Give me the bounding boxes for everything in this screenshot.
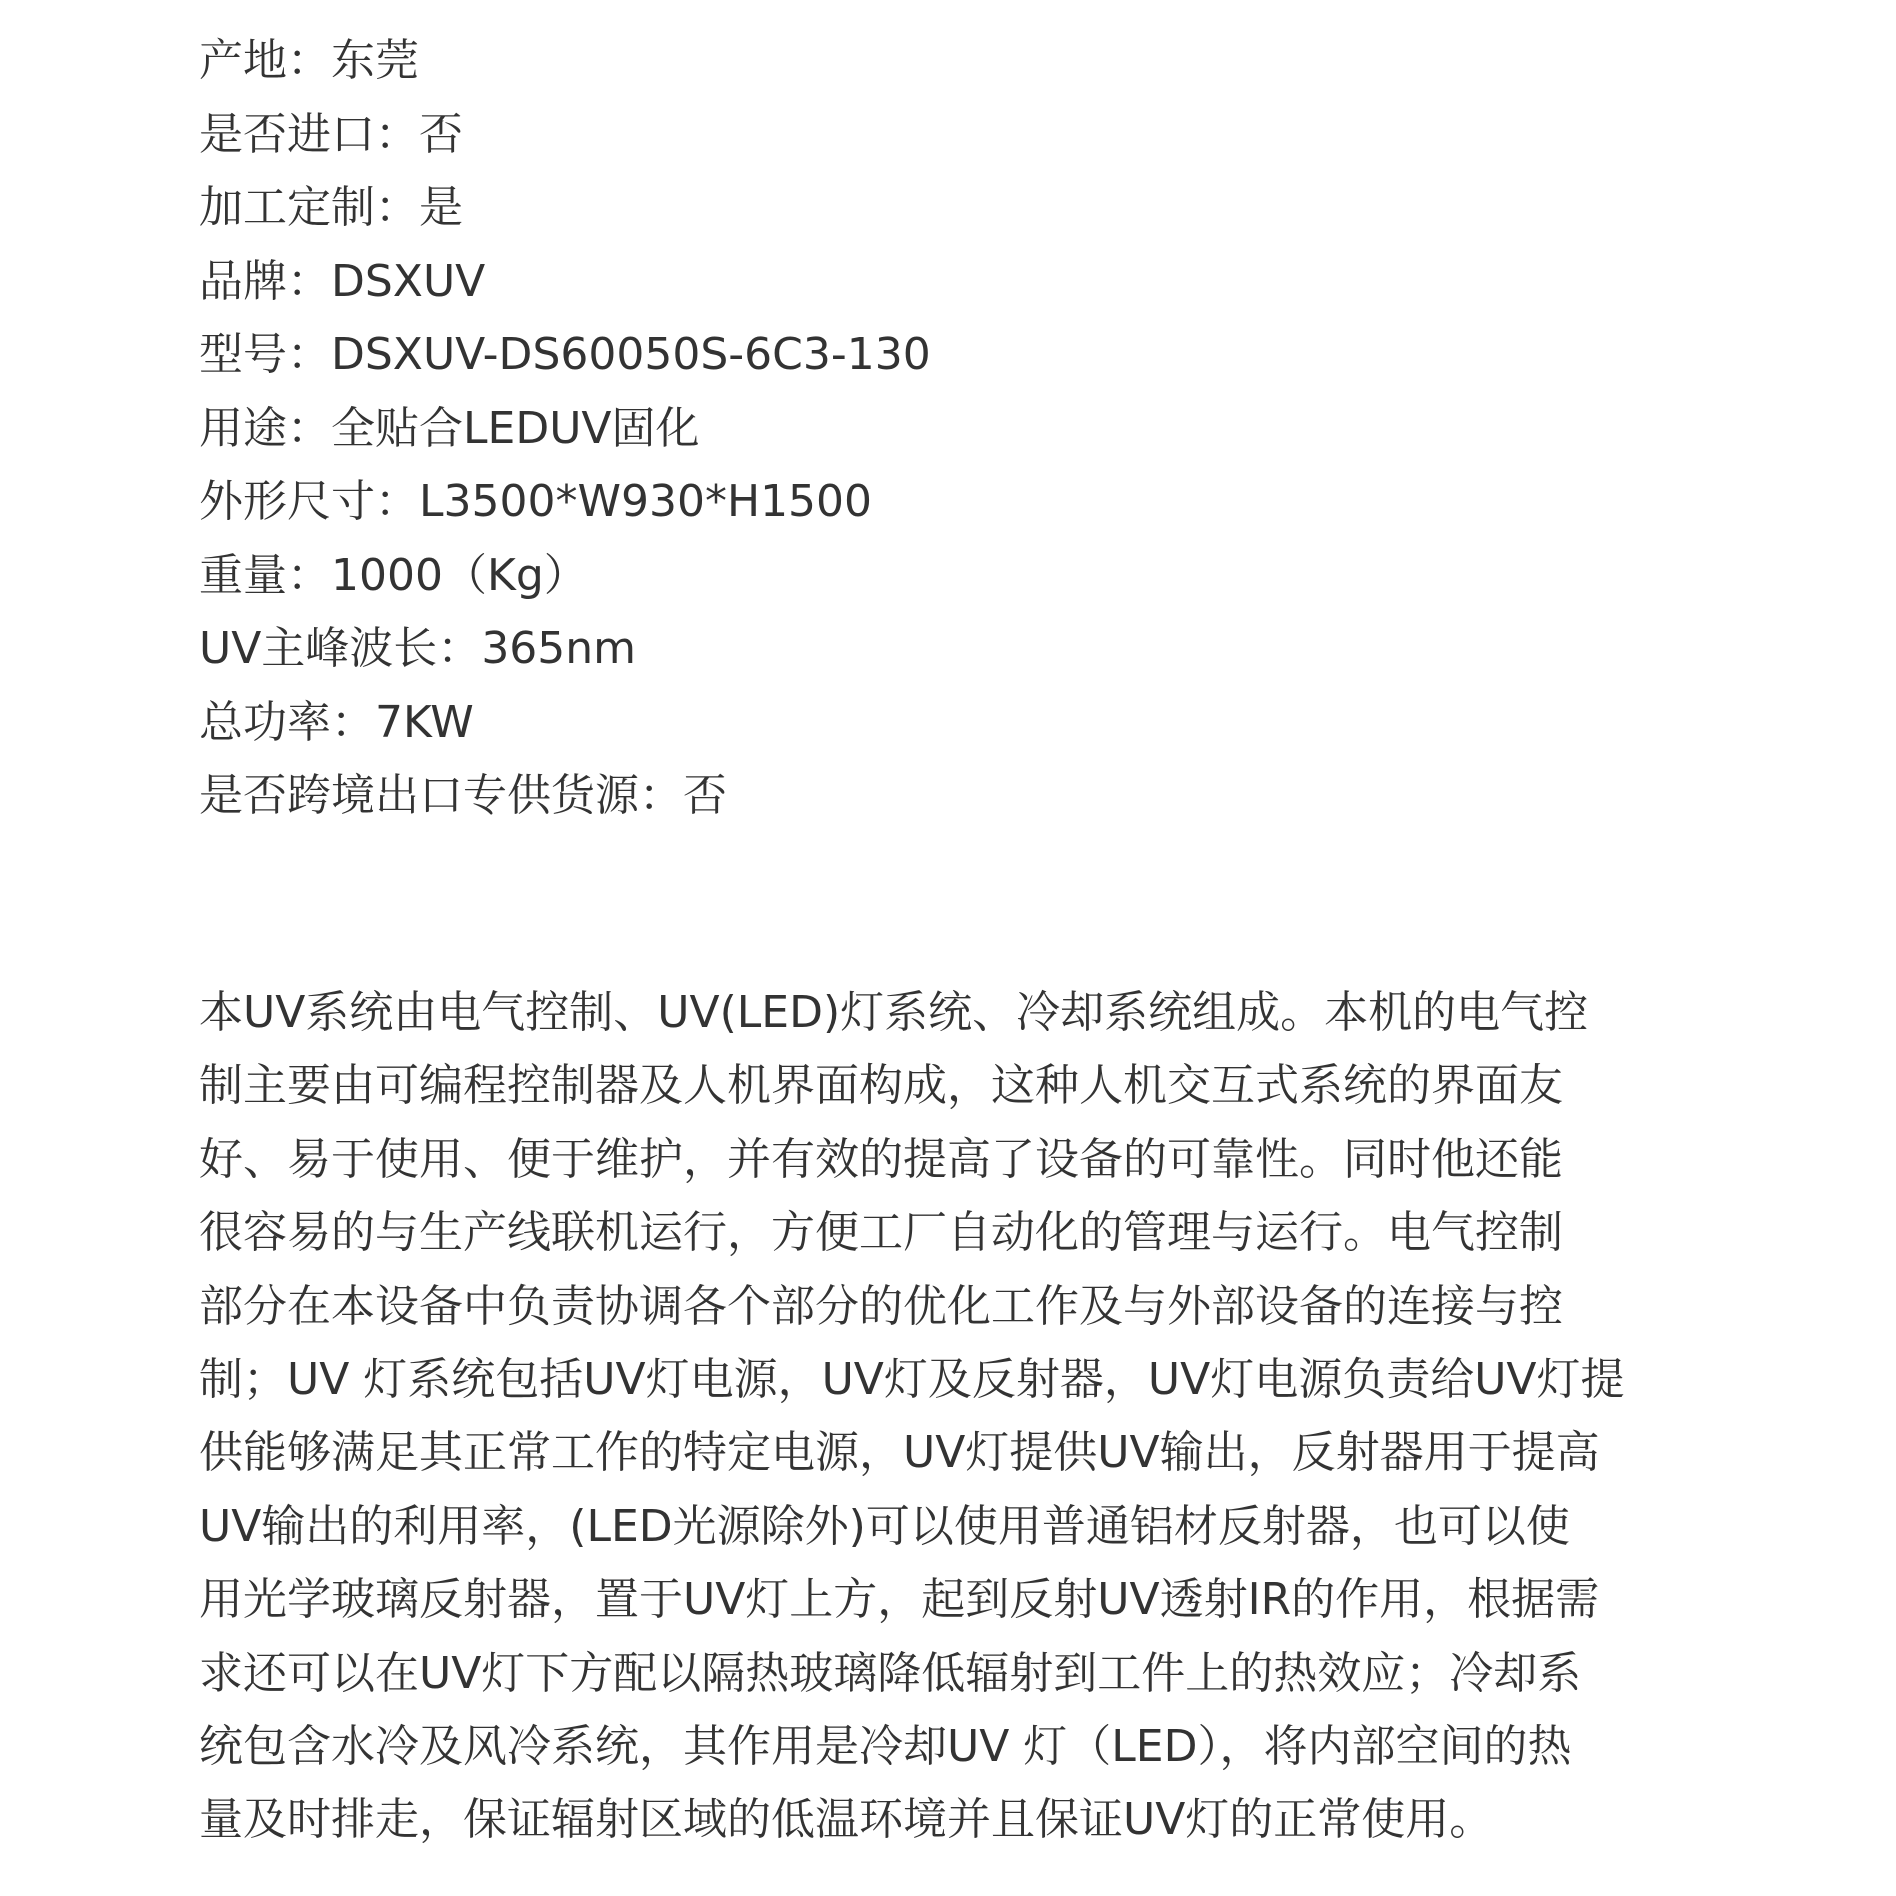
- description-paragraph: [199, 976, 1625, 1857]
- description-line: 求还可以在UV灯下方配以隔热玻璃降低辐射到工件上的热效应；冷却系: [199, 1647, 1582, 1699]
- spec-label: 用途: [199, 402, 287, 454]
- spec-separator: ：: [639, 770, 683, 821]
- spec-separator: ：: [287, 255, 331, 307]
- spec-row-customization: [199, 171, 931, 245]
- description-line: 供能够满足其正常工作的特定电源，UV灯提供UV输出，反射器用于提高: [199, 1427, 1600, 1479]
- spec-separator: ：: [331, 696, 375, 748]
- spec-separator: ：: [375, 108, 419, 160]
- spec-row-purpose: [199, 392, 931, 466]
- spec-label: 重量: [199, 549, 287, 601]
- spec-value: 7KW: [375, 696, 474, 748]
- spec-separator: ：: [437, 623, 482, 674]
- description-line: 用光学玻璃反射器，置于UV灯上方，起到反射UV透射IR的作用，根据需: [199, 1574, 1600, 1626]
- spec-row-brand: [199, 245, 931, 319]
- spec-list: [199, 24, 931, 833]
- spec-row-cross-border: [199, 759, 931, 833]
- description-line: UV输出的利用率，(LED光源除外)可以使用普通铝材反射器，也可以使: [199, 1500, 1570, 1552]
- spec-row-wavelength: [199, 612, 931, 686]
- spec-separator: ：: [287, 402, 331, 454]
- spec-label: 加工定制: [199, 182, 375, 233]
- spec-value: 东莞: [331, 35, 419, 86]
- spec-label: 总功率: [199, 696, 331, 748]
- spec-value: DSXUV: [331, 255, 486, 307]
- spec-separator: ：: [375, 182, 419, 233]
- spec-row-dimensions: [199, 465, 931, 539]
- description-line: 好、易于使用、便于维护，并有效的提高了设备的可靠性。同时他还能: [199, 1133, 1563, 1185]
- spec-label: 型号: [199, 329, 287, 380]
- description-line: 制；UV 灯系统包括UV灯电源，UV灯及反射器，UV灯电源负责给UV灯提: [199, 1353, 1625, 1405]
- spec-row-power: [199, 686, 931, 760]
- description-line: 很容易的与生产线联机运行，方便工厂自动化的管理与运行。电气控制: [199, 1207, 1563, 1259]
- spec-value: 否: [419, 108, 463, 160]
- spec-separator: ：: [287, 329, 331, 380]
- spec-row-model: [199, 318, 931, 392]
- spec-label: 品牌: [199, 255, 287, 307]
- description-line: 本UV系统由电气控制、UV(LED)灯系统、冷却系统组成。本机的电气控: [199, 987, 1589, 1038]
- spec-value: L3500*W930*H1500: [419, 476, 873, 527]
- description-line: 统包含水冷及风冷系统，其作用是冷却UV 灯（LED），将内部空间的热: [199, 1720, 1572, 1772]
- spec-separator: ：: [375, 476, 419, 527]
- spec-value: 365nm: [481, 623, 637, 674]
- spec-separator: ：: [287, 549, 331, 601]
- spec-separator: ：: [287, 35, 331, 86]
- spec-value: 全贴合LEDUV固化: [331, 402, 700, 454]
- spec-value: 否: [683, 770, 727, 821]
- spec-label: 是否跨境出口专供货源: [199, 770, 639, 821]
- spec-row-origin: [199, 24, 931, 98]
- spec-value: 是: [419, 182, 463, 233]
- spec-label: 是否进口: [199, 108, 375, 160]
- spec-value: DSXUV-DS60050S-6C3-130: [331, 329, 931, 380]
- spec-label: 产地: [199, 35, 287, 86]
- description-line: 制主要由可编程控制器及人机界面构成，这种人机交互式系统的界面友: [199, 1060, 1563, 1112]
- spec-row-weight: [199, 539, 931, 613]
- description-line: 部分在本设备中负责协调各个部分的优化工作及与外部设备的连接与控: [199, 1280, 1563, 1332]
- spec-label: UV主峰波长: [199, 623, 438, 674]
- spec-row-imported: [199, 98, 931, 172]
- spec-value: 1000（Kg）: [331, 549, 588, 601]
- description-line: 量及时排走，保证辐射区域的低温环境并且保证UV灯的正常使用。: [199, 1794, 1494, 1846]
- spec-label: 外形尺寸: [199, 476, 375, 527]
